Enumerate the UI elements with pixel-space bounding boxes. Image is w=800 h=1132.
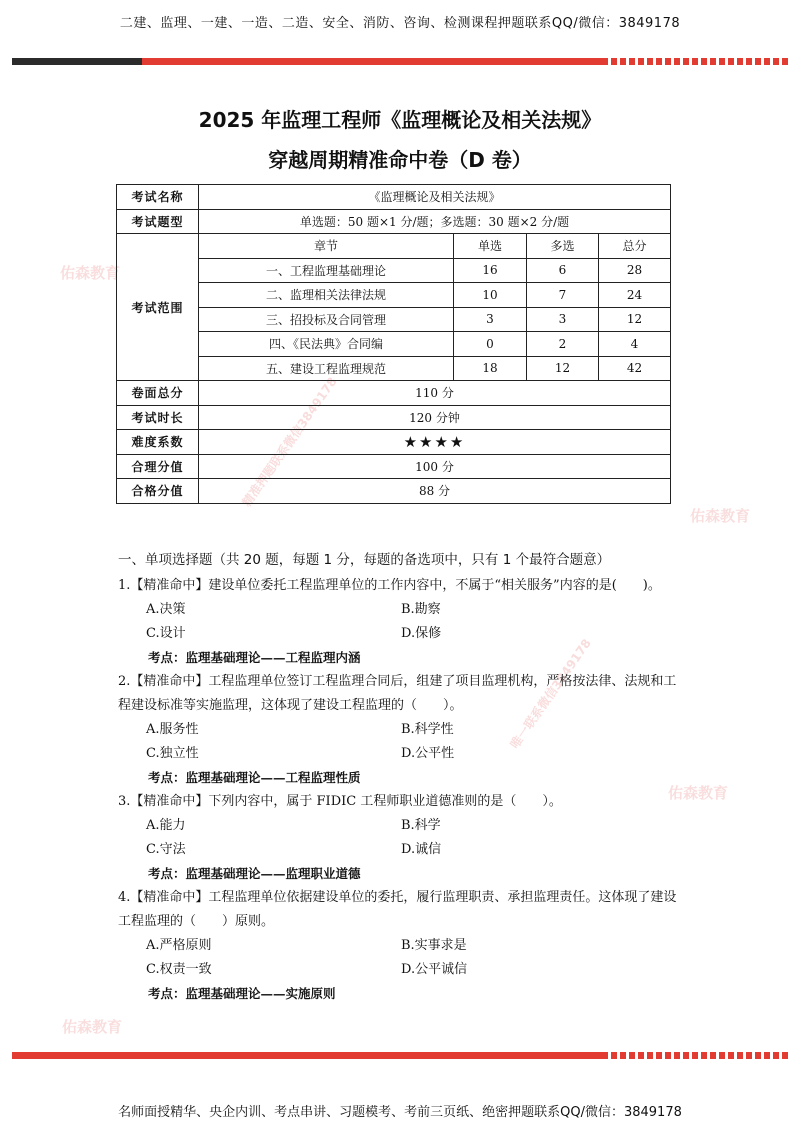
table-row (117, 332, 671, 357)
scope-chapter: 四、《民法典》合同编 (199, 332, 454, 357)
header-divider (12, 58, 788, 65)
question-item (118, 886, 688, 1006)
knowledge-point: 考点：监理基础理论——工程监理性质 (148, 770, 361, 785)
scope-label: 考试范围 (117, 234, 199, 381)
reasonable-score-value: 100 分 (199, 454, 671, 479)
scope-single: 10 (454, 283, 527, 308)
total-score-value: 110 分 (199, 381, 671, 406)
table-row (117, 185, 671, 210)
question-section (118, 548, 688, 1006)
option-a: A.决策 (146, 602, 186, 617)
page-footer: 名师面授精华、央企内训、考点串讲、习题模考、考前三页纸、绝密押题联系QQ/微信：3849178 (118, 1105, 682, 1120)
exam-info-table (116, 184, 671, 504)
table-row (117, 258, 671, 283)
difficulty-label: 难度系数 (117, 430, 199, 455)
scope-total: 4 (599, 332, 671, 357)
question-item (118, 574, 688, 670)
table-row (117, 307, 671, 332)
watermark-logo: 佑森教育 (690, 507, 751, 525)
option-d: D.公平性 (401, 746, 455, 761)
exam-name-value: 《监理概论及相关法规》 (199, 185, 671, 210)
option-a: A.严格原则 (146, 938, 212, 953)
question-type-label: 考试题型 (117, 209, 199, 234)
document-subtitle: 穿越周期精准命中卷（D 卷） (268, 148, 532, 172)
scope-total: 42 (599, 356, 671, 381)
question-type-value: 单选题：50 题×1 分/题；多选题：30 题×2 分/题 (199, 209, 671, 234)
options-grid (118, 718, 688, 766)
table-row (117, 479, 671, 504)
options-grid (118, 934, 688, 982)
knowledge-point: 考点：监理基础理论——实施原则 (148, 986, 336, 1001)
table-row (117, 454, 671, 479)
table-row (117, 356, 671, 381)
watermark-text: 精准押题联系微信3849178 (239, 374, 340, 510)
table-row (117, 430, 671, 455)
watermark-logo: 佑森教育 (60, 264, 121, 282)
option-d: D.诚信 (401, 842, 442, 857)
scope-single: 18 (454, 356, 527, 381)
question-text: 2.【精准命中】工程监理单位签订工程监理合同后，组建了项目监理机构，严格按法律、法规和工程建设标准等实施监理，这体现了建设工程监理的（ ）。 (118, 674, 677, 713)
option-d: D.保修 (401, 626, 442, 641)
document-title: 2025 年监理工程师《监理概论及相关法规》 (198, 108, 602, 132)
exam-name-label: 考试名称 (117, 185, 199, 210)
options-grid (118, 598, 688, 646)
scope-header-chapter: 章节 (199, 234, 454, 259)
scope-multi: 3 (527, 307, 599, 332)
question-text: 3.【精准命中】下列内容中，属于 FIDIC 工程师职业道德准则的是（ ）。 (118, 794, 562, 809)
scope-chapter: 二、监理相关法律法规 (199, 283, 454, 308)
table-row (117, 283, 671, 308)
scope-header-multi: 多选 (527, 234, 599, 259)
scope-chapter: 三、招投标及合同管理 (199, 307, 454, 332)
knowledge-point: 考点：监理基础理论——工程监理内涵 (148, 650, 361, 665)
option-d: D.公平诚信 (401, 962, 468, 977)
option-b: B.科学性 (401, 722, 454, 737)
scope-header-total: 总分 (599, 234, 671, 259)
option-c: C.独立性 (146, 746, 199, 761)
difficulty-stars: ★★★★ (199, 430, 671, 455)
question-item (118, 670, 688, 790)
footer-divider (12, 1052, 788, 1059)
knowledge-point: 考点：监理基础理论——监理职业道德 (148, 866, 361, 881)
option-a: A.能力 (146, 818, 186, 833)
watermark-logo: 佑森教育 (668, 784, 729, 802)
option-a: A.服务性 (146, 722, 199, 737)
section-title: 一、单项选择题（共 20 题，每题 1 分，每题的备选项中，只有 1 个最符合题意） (118, 552, 611, 568)
scope-header-single: 单选 (454, 234, 527, 259)
scope-single: 0 (454, 332, 527, 357)
scope-single: 3 (454, 307, 527, 332)
scope-total: 12 (599, 307, 671, 332)
option-b: B.勘察 (401, 602, 441, 617)
page-header: 二建、监理、一建、一造、二造、安全、消防、咨询、检测课程押题联系QQ/微信：3849178 (119, 16, 681, 31)
duration-label: 考试时长 (117, 405, 199, 430)
scope-chapter: 一、工程监理基础理论 (199, 258, 454, 283)
table-row (117, 405, 671, 430)
watermark-text: 唯一联系微信3849178 (507, 636, 594, 752)
question-text: 1.【精准命中】建设单位委托工程监理单位的工作内容中，不属于“相关服务”内容的是( )。 (118, 578, 661, 593)
scope-multi: 7 (527, 283, 599, 308)
option-c: C.权责一致 (146, 962, 212, 977)
duration-value: 120 分钟 (199, 405, 671, 430)
option-c: C.守法 (146, 842, 186, 857)
scope-chapter: 五、建设工程监理规范 (199, 356, 454, 381)
scope-total: 28 (599, 258, 671, 283)
table-row (117, 234, 671, 259)
pass-score-value: 88 分 (199, 479, 671, 504)
table-row (117, 381, 671, 406)
watermark-logo: 佑森教育 (62, 1018, 123, 1036)
scope-total: 24 (599, 283, 671, 308)
reasonable-score-label: 合理分值 (117, 454, 199, 479)
table-row (117, 209, 671, 234)
question-item (118, 790, 688, 886)
option-b: B.科学 (401, 818, 441, 833)
scope-multi: 6 (527, 258, 599, 283)
option-c: C.设计 (146, 626, 186, 641)
pass-score-label: 合格分值 (117, 479, 199, 504)
question-text: 4.【精准命中】工程监理单位依据建设单位的委托，履行监理职责、承担监理责任。这体现了建设工程监理的（ ）原则。 (118, 890, 677, 929)
scope-single: 16 (454, 258, 527, 283)
scope-multi: 12 (527, 356, 599, 381)
scope-multi: 2 (527, 332, 599, 357)
option-b: B.实事求是 (401, 938, 467, 953)
total-score-label: 卷面总分 (117, 381, 199, 406)
options-grid (118, 814, 688, 862)
